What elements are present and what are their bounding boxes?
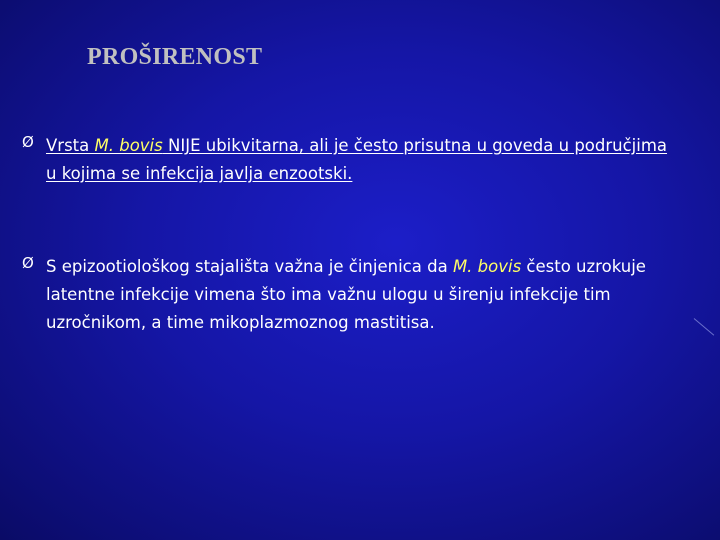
slide-title: PROŠIRENOST	[87, 44, 263, 70]
decorative-line	[694, 318, 715, 335]
bullet-text-before: S epizootiološkog stajališta važna je činjenica da	[46, 257, 453, 276]
bullet-text-before: Vrsta	[46, 136, 95, 155]
bullet-item	[22, 253, 682, 337]
arrow-bullet-icon: Ø	[22, 254, 34, 272]
species-name: M. bovis	[452, 257, 522, 276]
species-name: M. bovis	[94, 136, 163, 155]
bullet-text	[46, 253, 682, 337]
bullet-text	[46, 132, 682, 188]
bullet-text-after: NIJE ubikvitarna, ali je često prisutna u goveda u područjima u kojima se infekcija javlja enzootski.	[46, 136, 668, 183]
arrow-bullet-icon: Ø	[22, 133, 34, 151]
bullet-text-after: često uzrokuje latentne infekcije vimena što ima važnu ulogu u širenju infekcije tim uzročnikom, a time mikoplazmoznog mastitisa.	[46, 257, 646, 332]
bullet-item	[22, 132, 682, 188]
